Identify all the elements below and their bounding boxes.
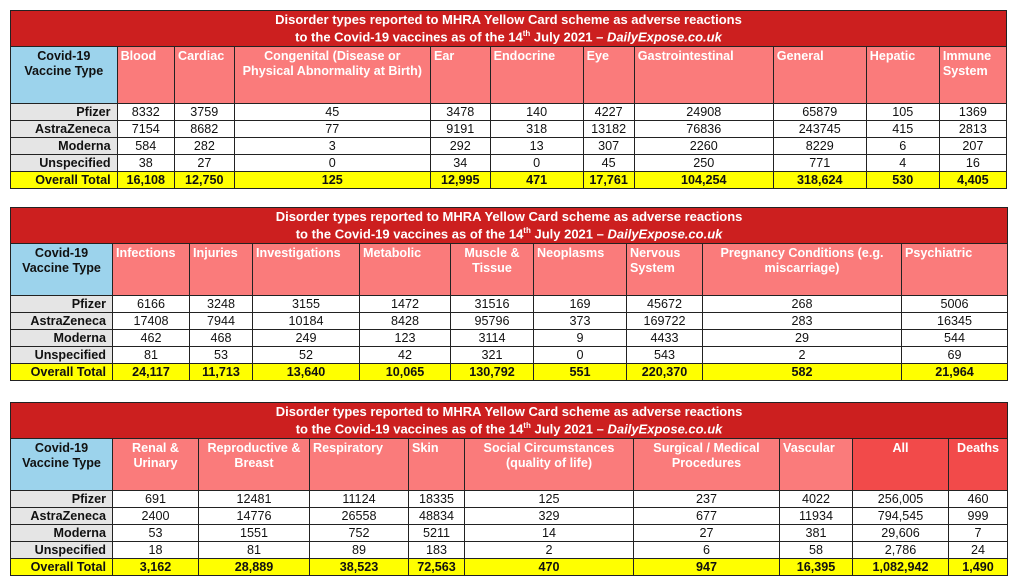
cell: 381: [780, 525, 853, 542]
total-cell: 318,624: [773, 172, 866, 189]
cell: 29,606: [853, 525, 949, 542]
cell: 5211: [409, 525, 465, 542]
cell: 6: [866, 138, 939, 155]
cell: 283: [703, 313, 902, 330]
column-header: General: [773, 47, 866, 104]
total-cell: 16,395: [780, 559, 853, 576]
total-cell: 13,640: [253, 364, 360, 381]
cell: 0: [234, 155, 430, 172]
row-label: Moderna: [11, 525, 113, 542]
cell: 237: [634, 491, 780, 508]
total-cell: 220,370: [627, 364, 703, 381]
cell: 13182: [583, 121, 634, 138]
cell: 318: [490, 121, 583, 138]
cell: 1369: [939, 104, 1006, 121]
cell: 2260: [634, 138, 773, 155]
column-header: Renal & Urinary: [113, 439, 199, 491]
total-cell: 38,523: [310, 559, 409, 576]
column-header: Injuries: [190, 244, 253, 296]
total-cell: 1,082,942: [853, 559, 949, 576]
cell: 42: [360, 347, 451, 364]
cell: 3114: [451, 330, 534, 347]
cell: 8682: [175, 121, 235, 138]
cell: 4022: [780, 491, 853, 508]
cell: 282: [175, 138, 235, 155]
cell: 53: [113, 525, 199, 542]
row-label: Pfizer: [11, 296, 113, 313]
total-row: [11, 559, 1008, 576]
column-header: Congenital (Disease or Physical Abnormality at Birth): [234, 47, 430, 104]
cell: 8428: [360, 313, 451, 330]
cell: 48834: [409, 508, 465, 525]
cell: 105: [866, 104, 939, 121]
cell: 691: [113, 491, 199, 508]
row-label: AstraZeneca: [11, 508, 113, 525]
cell: 2: [465, 542, 634, 559]
cell: 544: [902, 330, 1008, 347]
cell: 11934: [780, 508, 853, 525]
row-label: AstraZeneca: [11, 121, 118, 138]
cell: 18335: [409, 491, 465, 508]
column-header: Skin: [409, 439, 465, 491]
column-header: Respiratory: [310, 439, 409, 491]
column-header: Pregnancy Conditions (e.g. miscarriage): [703, 244, 902, 296]
cell: 24908: [634, 104, 773, 121]
column-header: Hepatic: [866, 47, 939, 104]
cell: 243745: [773, 121, 866, 138]
column-header: Cardiac: [175, 47, 235, 104]
cell: 4433: [627, 330, 703, 347]
cell: 13: [490, 138, 583, 155]
table-row: [11, 155, 1007, 172]
cell: 7: [949, 525, 1008, 542]
cell: 2400: [113, 508, 199, 525]
total-cell: 530: [866, 172, 939, 189]
column-header: Immune System: [939, 47, 1006, 104]
row-label: Moderna: [11, 330, 113, 347]
column-header: Endocrine: [490, 47, 583, 104]
cell: 38: [117, 155, 174, 172]
cell: 45: [583, 155, 634, 172]
cell: 140: [490, 104, 583, 121]
column-header: Infections: [113, 244, 190, 296]
cell: 0: [534, 347, 627, 364]
cell: 3155: [253, 296, 360, 313]
table-row: [11, 104, 1007, 121]
cell: 16: [939, 155, 1006, 172]
total-label: Overall Total: [11, 559, 113, 576]
row-header: Covid-19 Vaccine Type: [11, 244, 113, 296]
row-header: Covid-19 Vaccine Type: [11, 47, 118, 104]
cell: 9: [534, 330, 627, 347]
column-header: Blood: [117, 47, 174, 104]
cell: 460: [949, 491, 1008, 508]
total-cell: 17,761: [583, 172, 634, 189]
cell: 268: [703, 296, 902, 313]
row-label: Moderna: [11, 138, 118, 155]
total-cell: 471: [490, 172, 583, 189]
cell: 69: [902, 347, 1008, 364]
cell: 27: [634, 525, 780, 542]
total-cell: 28,889: [199, 559, 310, 576]
cell: 6166: [113, 296, 190, 313]
column-header: Social Circumstances (quality of life): [465, 439, 634, 491]
row-label: Pfizer: [11, 491, 113, 508]
column-header: Ear: [431, 47, 491, 104]
cell: 123: [360, 330, 451, 347]
cell: 249: [253, 330, 360, 347]
total-label: Overall Total: [11, 364, 113, 381]
table-row: [11, 347, 1008, 364]
cell: 250: [634, 155, 773, 172]
total-cell: 947: [634, 559, 780, 576]
cell: 14776: [199, 508, 310, 525]
cell: 292: [431, 138, 491, 155]
cell: 9191: [431, 121, 491, 138]
total-cell: 582: [703, 364, 902, 381]
row-label: Pfizer: [11, 104, 118, 121]
table-row: [11, 313, 1008, 330]
total-cell: 16,108: [117, 172, 174, 189]
cell: 76836: [634, 121, 773, 138]
total-cell: 72,563: [409, 559, 465, 576]
cell: 677: [634, 508, 780, 525]
total-cell: 125: [234, 172, 430, 189]
cell: 53: [190, 347, 253, 364]
adverse-reactions-table-3: [10, 402, 1008, 576]
cell: 10184: [253, 313, 360, 330]
cell: 543: [627, 347, 703, 364]
total-cell: 12,750: [175, 172, 235, 189]
cell: 4: [866, 155, 939, 172]
cell: 81: [199, 542, 310, 559]
cell: 11124: [310, 491, 409, 508]
row-header: Covid-19 Vaccine Type: [11, 439, 113, 491]
column-header: Psychiatric: [902, 244, 1008, 296]
cell: 7944: [190, 313, 253, 330]
total-cell: 24,117: [113, 364, 190, 381]
total-cell: 12,995: [431, 172, 491, 189]
cell: 125: [465, 491, 634, 508]
cell: 321: [451, 347, 534, 364]
cell: 8332: [117, 104, 174, 121]
total-cell: 104,254: [634, 172, 773, 189]
cell: 169: [534, 296, 627, 313]
cell: 31516: [451, 296, 534, 313]
table-row: [11, 138, 1007, 155]
cell: 8229: [773, 138, 866, 155]
cell: 27: [175, 155, 235, 172]
cell: 183: [409, 542, 465, 559]
cell: 81: [113, 347, 190, 364]
cell: 17408: [113, 313, 190, 330]
cell: 0: [490, 155, 583, 172]
cell: 373: [534, 313, 627, 330]
cell: 468: [190, 330, 253, 347]
column-header: Deaths: [949, 439, 1008, 491]
column-header: Neoplasms: [534, 244, 627, 296]
cell: 771: [773, 155, 866, 172]
column-header: Gastrointestinal: [634, 47, 773, 104]
cell: 3: [234, 138, 430, 155]
total-row: [11, 364, 1008, 381]
cell: 24: [949, 542, 1008, 559]
table-title: Disorder types reported to MHRA Yellow Card scheme as adverse reactions to the Covid-19 vaccines as of the 14th July 2021 – DailyExpose.co.uk: [11, 208, 1008, 244]
cell: 89: [310, 542, 409, 559]
total-label: Overall Total: [11, 172, 118, 189]
total-cell: 1,490: [949, 559, 1008, 576]
table-row: [11, 525, 1008, 542]
total-cell: 4,405: [939, 172, 1006, 189]
cell: 26558: [310, 508, 409, 525]
cell: 12481: [199, 491, 310, 508]
total-row: [11, 172, 1007, 189]
column-header: Reproductive & Breast: [199, 439, 310, 491]
table-title: Disorder types reported to MHRA Yellow Card scheme as adverse reactions to the Covid-19 vaccines as of the 14th July 2021 – DailyExpose.co.uk: [11, 11, 1007, 47]
cell: 2: [703, 347, 902, 364]
cell: 2813: [939, 121, 1006, 138]
column-header: Muscle & Tissue: [451, 244, 534, 296]
cell: 3478: [431, 104, 491, 121]
cell: 462: [113, 330, 190, 347]
cell: 65879: [773, 104, 866, 121]
adverse-reactions-table-1: [10, 10, 1007, 189]
table-row: [11, 508, 1008, 525]
table-title: Disorder types reported to MHRA Yellow Card scheme as adverse reactions to the Covid-19 vaccines as of the 14th July 2021 – DailyExpose.co.uk: [11, 403, 1008, 439]
cell: 329: [465, 508, 634, 525]
cell: 45: [234, 104, 430, 121]
cell: 6: [634, 542, 780, 559]
column-header: Eye: [583, 47, 634, 104]
table-row: [11, 121, 1007, 138]
cell: 29: [703, 330, 902, 347]
cell: 7154: [117, 121, 174, 138]
cell: 307: [583, 138, 634, 155]
cell: 3248: [190, 296, 253, 313]
total-cell: 130,792: [451, 364, 534, 381]
cell: 18: [113, 542, 199, 559]
column-header: Surgical / Medical Procedures: [634, 439, 780, 491]
cell: 415: [866, 121, 939, 138]
total-cell: 3,162: [113, 559, 199, 576]
row-label: Unspecified: [11, 347, 113, 364]
total-cell: 470: [465, 559, 634, 576]
column-header: Metabolic: [360, 244, 451, 296]
total-cell: 21,964: [902, 364, 1008, 381]
cell: 77: [234, 121, 430, 138]
cell: 794,545: [853, 508, 949, 525]
row-label: Unspecified: [11, 155, 118, 172]
cell: 4227: [583, 104, 634, 121]
row-label: AstraZeneca: [11, 313, 113, 330]
table-row: [11, 330, 1008, 347]
table-row: [11, 296, 1008, 313]
cell: 34: [431, 155, 491, 172]
cell: 95796: [451, 313, 534, 330]
cell: 3759: [175, 104, 235, 121]
column-header: Nervous System: [627, 244, 703, 296]
column-header: Investigations: [253, 244, 360, 296]
total-cell: 10,065: [360, 364, 451, 381]
table-row: [11, 491, 1008, 508]
table-row: [11, 542, 1008, 559]
column-header: Vascular: [780, 439, 853, 491]
column-header: All: [853, 439, 949, 491]
cell: 1472: [360, 296, 451, 313]
cell: 58: [780, 542, 853, 559]
cell: 52: [253, 347, 360, 364]
cell: 169722: [627, 313, 703, 330]
cell: 752: [310, 525, 409, 542]
adverse-reactions-table-2: [10, 207, 1008, 381]
cell: 45672: [627, 296, 703, 313]
total-cell: 551: [534, 364, 627, 381]
cell: 5006: [902, 296, 1008, 313]
cell: 584: [117, 138, 174, 155]
row-label: Unspecified: [11, 542, 113, 559]
cell: 1551: [199, 525, 310, 542]
cell: 256,005: [853, 491, 949, 508]
cell: 16345: [902, 313, 1008, 330]
total-cell: 11,713: [190, 364, 253, 381]
cell: 2,786: [853, 542, 949, 559]
cell: 207: [939, 138, 1006, 155]
cell: 999: [949, 508, 1008, 525]
cell: 14: [465, 525, 634, 542]
